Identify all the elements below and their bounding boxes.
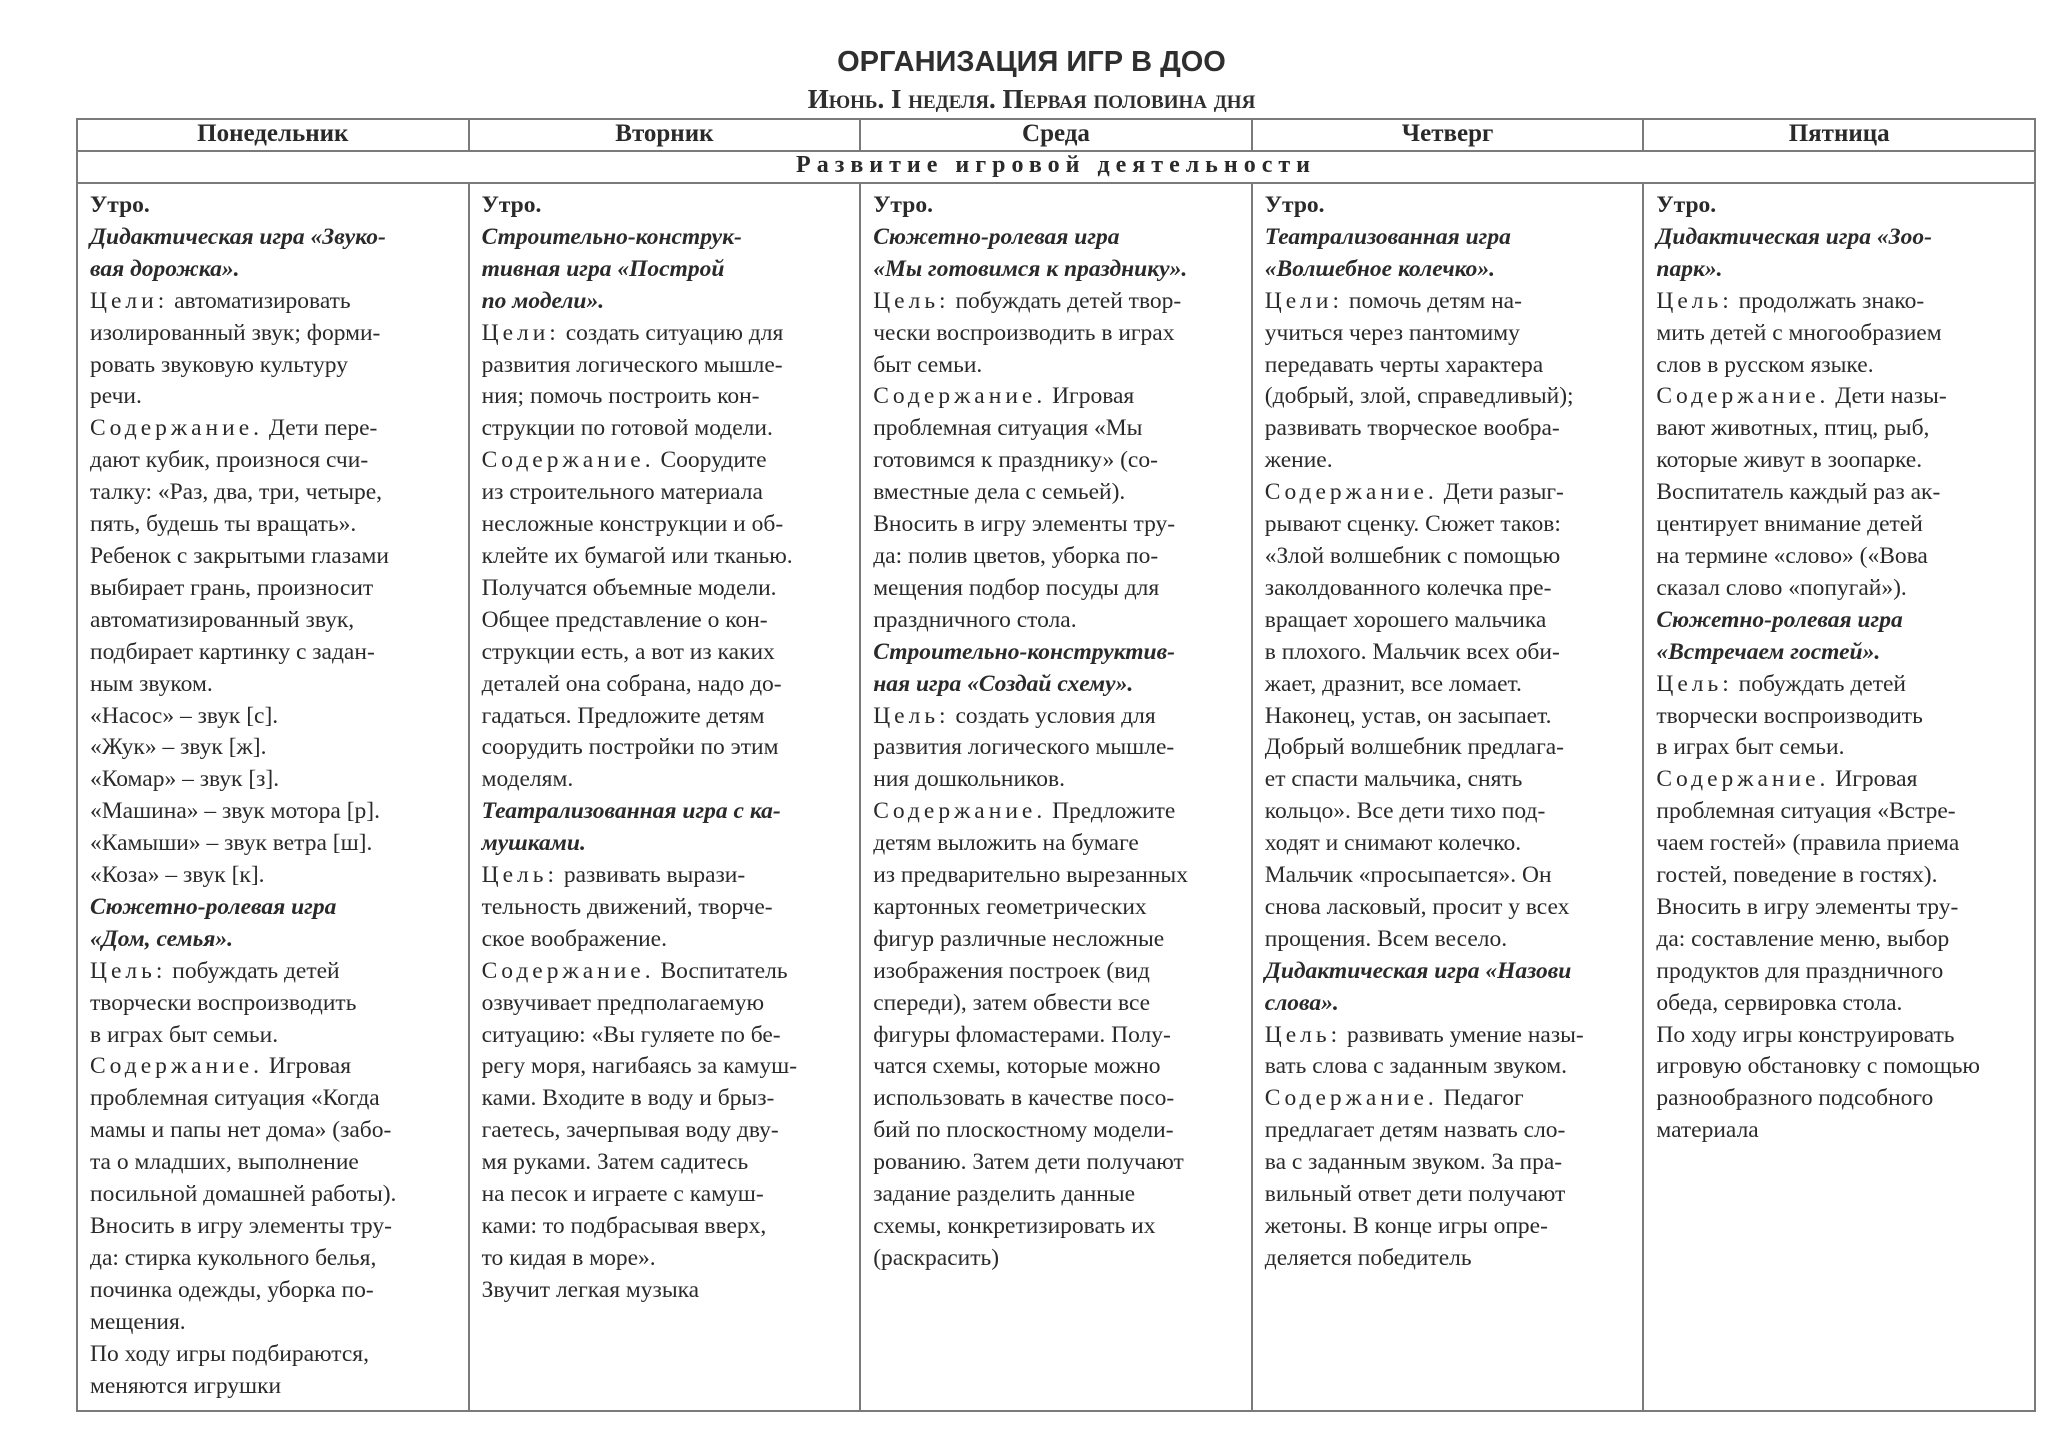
text-line: чаем гостей» (правила приема bbox=[1656, 830, 1960, 857]
text-line: Сюжетно-ролевая игра bbox=[90, 893, 337, 920]
text-line: мя руками. Затем садитесь bbox=[481, 1149, 749, 1176]
text-line: парк». bbox=[1656, 255, 1723, 282]
day-column-thursday bbox=[1252, 183, 1644, 1411]
field-label: Содержание. bbox=[1264, 479, 1438, 506]
text-line: деляется победитель bbox=[1264, 1244, 1472, 1271]
text-line: вая дорожка». bbox=[90, 255, 240, 282]
text-line: «Волшебное колечко». bbox=[1264, 255, 1496, 282]
text-line: Театрализованная игра с ка- bbox=[481, 798, 781, 825]
text-line: быт семьи. bbox=[873, 351, 983, 378]
text-line: разнообразного подсобного bbox=[1656, 1085, 1934, 1112]
text-line: деталей она собрана, надо до- bbox=[481, 670, 782, 697]
text-line: тивная игра «Построй bbox=[481, 255, 725, 282]
text-line: жение. bbox=[1264, 447, 1333, 474]
field-text: автоматизировать bbox=[174, 287, 351, 314]
text-line: фигуры фломастерами. Полу- bbox=[873, 1021, 1171, 1048]
text-line: чески воспроизводить в играх bbox=[873, 319, 1175, 346]
text-line: рывают сценку. Сюжет таков: bbox=[1264, 511, 1561, 538]
text-line: учиться через пантомиму bbox=[1264, 319, 1520, 346]
text-line: то кидая в море». bbox=[481, 1244, 656, 1271]
text-line bbox=[90, 1051, 460, 1083]
text-line: в плохого. Мальчик всех оби- bbox=[1264, 638, 1560, 665]
text-line bbox=[482, 318, 852, 350]
text-line: «Жук» – звук [ж]. bbox=[90, 734, 267, 761]
text-line bbox=[90, 286, 460, 318]
text-line bbox=[1656, 764, 2026, 796]
text-line: Воспитатель каждый раз ак- bbox=[1656, 479, 1941, 506]
text-line: вают животных, птиц, рыб, bbox=[1656, 415, 1930, 442]
day-column-monday bbox=[77, 183, 469, 1411]
text-line: Строительно-конструк- bbox=[481, 223, 742, 250]
text-line: вместные дела с семьей). bbox=[873, 479, 1126, 506]
text-line: продуктов для праздничного bbox=[1656, 957, 1944, 984]
text-line: «Камыши» – звук ветра [ш]. bbox=[90, 830, 373, 857]
text-line: регу моря, нагибаясь за камуш- bbox=[481, 1053, 798, 1080]
text-line: вильный ответ дети получают bbox=[1264, 1181, 1566, 1208]
text-line: материала bbox=[1656, 1117, 1759, 1144]
text-line: слов в русском языке. bbox=[1656, 351, 1874, 378]
text-line: несложные конструкции и об- bbox=[481, 511, 784, 538]
day-column-wednesday bbox=[860, 183, 1252, 1411]
text-line: струкции есть, а вот из каких bbox=[481, 638, 775, 665]
text-line: Добрый волшебник предлага- bbox=[1264, 734, 1564, 761]
field-label: Цели: bbox=[1264, 287, 1344, 314]
field-label: Цель: bbox=[1656, 287, 1733, 314]
field-label: Содержание. bbox=[873, 798, 1047, 825]
text-line: игровую обстановку с помощью bbox=[1656, 1053, 1980, 1080]
text-line: кольцо». Все дети тихо под- bbox=[1264, 798, 1546, 825]
text-line: «Насос» – звук [с]. bbox=[90, 702, 279, 729]
text-line: Общее представление о кон- bbox=[481, 606, 768, 633]
text-line: Дидактическая игра «Назови bbox=[1264, 957, 1572, 984]
text-line: подбирает картинку с задан- bbox=[90, 638, 375, 665]
text-line: мушками. bbox=[481, 830, 586, 857]
field-label: Содержание. bbox=[90, 1053, 264, 1080]
text-line: детям выложить на бумаге bbox=[873, 830, 1139, 857]
text-line: моделям. bbox=[481, 766, 574, 793]
text-line: Вносить в игру элементы тру- bbox=[1656, 893, 1959, 920]
text-line: спереди), затем обвести все bbox=[873, 989, 1151, 1016]
day-header: Четверг bbox=[1252, 119, 1644, 151]
field-text: побуждать детей bbox=[1738, 670, 1906, 697]
text-line: праздничного стола. bbox=[873, 606, 1077, 633]
text-line: развивать творческое вообра- bbox=[1264, 415, 1560, 442]
text-line: (раскрасить) bbox=[873, 1244, 1000, 1271]
text-line: слова». bbox=[1264, 989, 1339, 1016]
text-line: Сюжетно-ролевая игра bbox=[1656, 606, 1903, 633]
text-line: вращает хорошего мальчика bbox=[1264, 606, 1547, 633]
text-line: Звучит легкая музыка bbox=[481, 1276, 700, 1303]
field-text: развивать умение назы- bbox=[1347, 1021, 1584, 1048]
text-line: гостей, поведение в гостях). bbox=[1656, 862, 1938, 889]
text-line: тельность движений, творче- bbox=[481, 893, 773, 920]
field-text: создать ситуацию для bbox=[565, 319, 784, 346]
field-text: Предложите bbox=[1052, 798, 1176, 825]
text-line: изображения построек (вид bbox=[873, 957, 1150, 984]
text-line: Утро. bbox=[873, 192, 933, 218]
text-line: прощения. Всем весело. bbox=[1264, 925, 1508, 952]
text-line: мить детей с многообразием bbox=[1656, 319, 1942, 346]
text-line: Утро. bbox=[1656, 192, 1717, 218]
field-text: помочь детям на- bbox=[1348, 287, 1522, 314]
field-text: побуждать детей bbox=[172, 957, 340, 984]
schedule-table bbox=[76, 118, 2036, 1412]
text-line: ет спасти мальчика, снять bbox=[1264, 766, 1523, 793]
text-line: использовать в качестве посо- bbox=[873, 1085, 1175, 1112]
text-line: готовимся к празднику» (со- bbox=[873, 447, 1158, 474]
text-line: та о младших, выполнение bbox=[90, 1149, 359, 1176]
field-label: Содержание. bbox=[1656, 766, 1830, 793]
text-line: передавать черты характера bbox=[1264, 351, 1544, 378]
table-header-row bbox=[77, 119, 2035, 151]
text-line: гаетесь, зачерпывая воду дву- bbox=[481, 1117, 779, 1144]
text-line: развития логического мышле- bbox=[873, 734, 1175, 761]
text-line: проблемная ситуация «Когда bbox=[90, 1085, 380, 1112]
field-text: Педагог bbox=[1443, 1085, 1524, 1112]
text-line: задание разделить данные bbox=[873, 1181, 1136, 1208]
text-line bbox=[1265, 1020, 1635, 1052]
text-line: соорудить постройки по этим bbox=[481, 734, 779, 761]
text-line: Вносить в игру элементы тру- bbox=[873, 511, 1176, 538]
text-line: ское воображение. bbox=[481, 925, 667, 952]
text-line: рованию. Затем дети получают bbox=[873, 1149, 1184, 1176]
text-line: жетоны. В конце игры опре- bbox=[1264, 1213, 1548, 1239]
section-row bbox=[77, 151, 2035, 183]
text-line: автоматизированный звук, bbox=[90, 606, 355, 633]
text-line: проблемная ситуация «Встре- bbox=[1656, 798, 1956, 825]
text-line bbox=[482, 860, 852, 892]
text-line bbox=[90, 413, 460, 445]
text-line: озвучивает предполагаемую bbox=[481, 989, 765, 1016]
text-line: талку: «Раз, два, три, четыре, bbox=[90, 479, 383, 506]
text-line: «Злой волшебник с помощью bbox=[1264, 542, 1561, 569]
field-label: Цель: bbox=[873, 702, 950, 729]
text-line: да: полив цветов, уборка по- bbox=[873, 542, 1159, 569]
text-line: выбирает грань, произносит bbox=[90, 574, 374, 601]
field-label: Цели: bbox=[481, 319, 560, 346]
text-line: пять, будешь ты вращать». bbox=[90, 511, 357, 538]
field-label: Содержание. bbox=[1264, 1085, 1438, 1112]
field-text: Игровая bbox=[1052, 383, 1135, 410]
text-line bbox=[873, 381, 1243, 413]
text-line: «Машина» – звук мотора [р]. bbox=[90, 798, 380, 825]
text-line: ния дошкольников. bbox=[873, 766, 1066, 793]
text-line: гадаться. Предложите детям bbox=[481, 702, 765, 729]
field-text: Дети разыг- bbox=[1443, 479, 1564, 506]
text-line: по модели». bbox=[481, 287, 605, 314]
day-header: Среда bbox=[860, 119, 1252, 151]
text-line: речи. bbox=[90, 383, 142, 410]
text-line: из строительного материала bbox=[481, 479, 763, 506]
text-line: снова ласковый, просит у всех bbox=[1264, 893, 1570, 920]
day-header: Пятница bbox=[1643, 119, 2035, 151]
text-line: чатся схемы, которые можно bbox=[873, 1053, 1161, 1080]
content-row bbox=[77, 183, 2035, 1411]
field-label: Цель: bbox=[1656, 670, 1733, 697]
text-line: мамы и папы нет дома» (забо- bbox=[90, 1117, 392, 1144]
day-column-tuesday bbox=[469, 183, 861, 1411]
text-line bbox=[90, 956, 460, 988]
text-line: ками. Входите в воду и брыз- bbox=[481, 1085, 775, 1112]
text-line: на песок и играете с камуш- bbox=[481, 1181, 764, 1208]
day-header: Вторник bbox=[469, 119, 861, 151]
text-line: да: составление меню, выбор bbox=[1656, 925, 1950, 952]
text-line: Наконец, устав, он засыпает. bbox=[1264, 702, 1552, 729]
text-line bbox=[1656, 669, 2026, 701]
text-line: ками: то подбрасывая вверх, bbox=[481, 1213, 767, 1239]
text-line: ния; помочь построить кон- bbox=[481, 383, 760, 410]
text-line bbox=[482, 445, 852, 477]
text-line: ситуацию: «Вы гуляете по бе- bbox=[481, 1021, 781, 1048]
text-line bbox=[482, 956, 852, 988]
text-line: сказал слово «попугай»). bbox=[1656, 574, 1907, 601]
field-text: побуждать детей твор- bbox=[955, 287, 1182, 314]
text-line bbox=[873, 796, 1243, 828]
text-line: клейте их бумагой или тканью. bbox=[481, 542, 793, 569]
field-text: создать условия для bbox=[955, 702, 1156, 729]
text-line: ва с заданным звуком. За пра- bbox=[1264, 1149, 1563, 1176]
text-line: фигур различные несложные bbox=[873, 925, 1165, 952]
text-line: меняются игрушки bbox=[90, 1372, 282, 1399]
page-subtitle: Июнь. I неделя. Первая половина дня bbox=[807, 84, 1256, 114]
text-line: Утро. bbox=[481, 192, 542, 218]
field-text: Воспитатель bbox=[660, 957, 788, 984]
field-text: развивать вырази- bbox=[563, 862, 746, 889]
text-line bbox=[873, 286, 1243, 318]
text-line: центирует внимание детей bbox=[1656, 511, 1923, 538]
text-line: По ходу игры подбираются, bbox=[90, 1340, 369, 1367]
text-line: струкции по готовой модели. bbox=[481, 415, 773, 442]
text-line bbox=[1265, 1083, 1635, 1115]
text-line: ровать звуковую культуру bbox=[90, 351, 348, 378]
text-line: «Встречаем гостей». bbox=[1656, 638, 1881, 665]
text-line: (добрый, злой, справедливый); bbox=[1264, 383, 1574, 410]
text-line: творчески воспроизводить bbox=[90, 989, 357, 1016]
text-line: Утро. bbox=[1264, 192, 1325, 218]
field-text: Игровая bbox=[268, 1053, 352, 1080]
text-line: ная игра «Создай схему». bbox=[873, 670, 1134, 697]
text-line: бий по плоскостному модели- bbox=[873, 1117, 1174, 1144]
text-line: из предварительно вырезанных bbox=[873, 862, 1188, 889]
text-line: Утро. bbox=[90, 192, 150, 218]
field-label: Содержание. bbox=[1656, 383, 1830, 410]
text-line: «Коза» – звук [к]. bbox=[90, 862, 265, 889]
field-label: Цель: bbox=[1264, 1021, 1342, 1048]
page-title: ОРГАНИЗАЦИЯ ИГР В ДОО bbox=[837, 46, 1226, 78]
text-line: По ходу игры конструировать bbox=[1656, 1021, 1955, 1048]
field-label: Цель: bbox=[90, 957, 167, 984]
day-header: Понедельник bbox=[77, 119, 469, 151]
text-line: картонных геометрических bbox=[873, 893, 1147, 920]
field-label: Содержание. bbox=[481, 447, 655, 474]
text-line: жает, дразнит, все ломает. bbox=[1264, 670, 1522, 697]
text-line: проблемная ситуация «Мы bbox=[873, 415, 1143, 442]
text-line: схемы, конкретизировать их bbox=[873, 1213, 1156, 1239]
text-line: Ребенок с закрытыми глазами bbox=[90, 542, 390, 569]
text-line: дают кубик, произнося счи- bbox=[90, 447, 369, 474]
text-line: мещения подбор посуды для bbox=[873, 574, 1160, 601]
field-text: продолжать знако- bbox=[1738, 287, 1925, 314]
field-label: Цель: bbox=[481, 862, 558, 889]
text-line: которые живут в зоопарке. bbox=[1656, 447, 1923, 474]
text-line: да: стирка кукольного белья, bbox=[90, 1244, 377, 1271]
field-label: Цели: bbox=[90, 287, 169, 314]
text-line: изолированный звук; форми- bbox=[90, 319, 381, 346]
text-line: посильной домашней работы). bbox=[90, 1181, 397, 1208]
text-line: «Дом, семья». bbox=[90, 925, 234, 952]
text-line: Мальчик «просыпается». Он bbox=[1264, 862, 1552, 889]
text-line: развития логического мышле- bbox=[481, 351, 783, 378]
text-line: мещения. bbox=[90, 1308, 186, 1335]
field-text: Соорудите bbox=[660, 447, 767, 474]
field-text: Дети назы- bbox=[1835, 383, 1947, 410]
section-title: Развитие игровой деятельности bbox=[77, 151, 2035, 183]
field-label: Содержание. bbox=[873, 383, 1047, 410]
text-line: обеда, сервировка стола. bbox=[1656, 989, 1903, 1016]
text-line: Дидактическая игра «Звуко- bbox=[90, 223, 386, 250]
text-line bbox=[1656, 381, 2026, 413]
text-line: Строительно-конструктив- bbox=[873, 638, 1175, 665]
text-line: ным звуком. bbox=[90, 670, 213, 697]
field-text: Игровая bbox=[1835, 766, 1918, 793]
text-line: в играх быт семьи. bbox=[90, 1021, 279, 1048]
text-line: починка одежды, уборка по- bbox=[90, 1276, 374, 1303]
text-line bbox=[873, 701, 1243, 733]
field-label: Цель: bbox=[873, 287, 950, 314]
text-line: в играх быт семьи. bbox=[1656, 734, 1845, 761]
text-line: Получатся объемные модели. bbox=[481, 574, 777, 601]
text-line: на термине «слово» («Вова bbox=[1656, 542, 1928, 569]
text-line: «Комар» – звук [з]. bbox=[90, 766, 280, 793]
text-line: Театрализованная игра bbox=[1264, 223, 1511, 250]
day-column-friday bbox=[1643, 183, 2035, 1411]
text-line: Сюжетно-ролевая игра bbox=[873, 223, 1120, 250]
field-label: Содержание. bbox=[481, 957, 655, 984]
field-text: Дети пере- bbox=[268, 415, 378, 442]
text-line bbox=[1265, 286, 1635, 318]
text-line: ходят и снимают колечко. bbox=[1264, 830, 1522, 857]
text-line: вать слова с заданным звуком. bbox=[1264, 1053, 1567, 1080]
text-line: творчески воспроизводить bbox=[1656, 702, 1923, 729]
text-line: Дидактическая игра «Зоо- bbox=[1656, 223, 1932, 250]
text-line: предлагает детям назвать сло- bbox=[1264, 1117, 1566, 1144]
field-label: Содержание. bbox=[90, 415, 264, 442]
text-line: заколдованного колечка пре- bbox=[1264, 574, 1552, 601]
text-line: «Мы готовимся к празднику». bbox=[873, 255, 1188, 282]
text-line: Вносить в игру элементы тру- bbox=[90, 1213, 392, 1239]
text-line bbox=[1265, 477, 1635, 509]
text-line bbox=[1656, 286, 2026, 318]
